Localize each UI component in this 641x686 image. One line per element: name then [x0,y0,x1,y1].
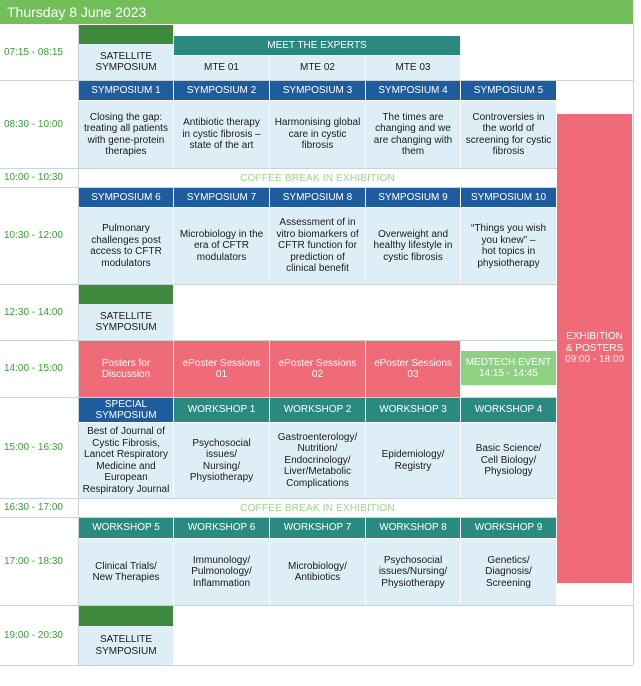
mte-session[interactable]: MTE 01 [174,56,269,80]
satellite-bar [79,606,173,626]
time-slot: 08:30 - 10:00 [4,118,63,130]
session-topic[interactable]: Clinical Trials/ New Therapies [79,539,173,605]
workshop-header: WORKSHOP 1 [174,398,269,422]
session-topic[interactable]: Assessment of in vitro biomarkers of CFTR function for prediction of clinical benefit [270,208,365,284]
workshop-header: WORKSHOP 8 [366,518,460,538]
meet-the-experts-header: MEET THE EXPERTS [174,36,460,55]
session-topic[interactable]: Psychosocial issues/Nursing/ Physiotherapy [366,539,460,605]
symposium-header: SYMPOSIUM 5 [461,81,556,100]
symposium-header: SYMPOSIUM 3 [270,81,365,100]
time-slot: 07:15 - 08:15 [4,46,63,58]
symposium-header: SYMPOSIUM 8 [270,188,365,207]
session-topic[interactable]: Pulmonary challenges post access to CFTR modulators [79,208,173,284]
time-slot: 17:00 - 18:30 [4,555,63,567]
medtech-event[interactable]: MEDTECH EVENT 14:15 - 14:45 [461,351,556,385]
exhibition-posters[interactable]: EXHIBITION & POSTERS 09:00 - 18:00 [557,114,632,583]
coffee-break: COFFEE BREAK IN EXHIBITION [240,502,395,514]
workshop-header: WORKSHOP 2 [270,398,365,422]
satellite-symposium[interactable]: SATELLITE SYMPOSIUM [79,304,173,340]
time-slot: 14:00 - 15:00 [4,363,63,374]
poster-session[interactable]: Posters for Discussion [79,341,173,397]
mte-session[interactable]: MTE 02 [270,56,365,80]
session-topic[interactable]: Epidemiology/ Registry [366,423,460,498]
time-slot: 16:30 - 17:00 [4,502,63,513]
session-topic[interactable]: Harmonising global care in cystic fibrosis [270,101,365,168]
satellite-bar [79,285,173,304]
mte-session[interactable]: MTE 03 [366,56,460,80]
poster-session[interactable]: ePoster Sessions 03 [366,341,460,397]
session-topic[interactable]: Closing the gap: treating all patients with gene-protein therapies [79,101,173,168]
session-topic[interactable]: “Things you wish you knew” – hot topics in physiotherapy [461,208,556,284]
symposium-header: SYMPOSIUM 1 [79,81,173,100]
satellite-bar [79,25,173,44]
satellite-symposium[interactable]: SATELLITE SYMPOSIUM [79,626,173,665]
time-slot: 15:00 - 16:30 [4,442,63,453]
workshop-header: WORKSHOP 5 [79,518,173,538]
session-topic[interactable]: Gastroenterology/ Nutrition/ Endocrinology/ Liver/Metabolic Complications [270,423,365,498]
symposium-header: SYMPOSIUM 4 [366,81,460,100]
time-slot: 19:00 - 20:30 [4,629,63,641]
session-topic[interactable]: Immunology/ Pulmonology/ Inflammation [174,539,269,605]
session-topic[interactable]: Overweight and healthy lifestyle in cystic fibrosis [366,208,460,284]
symposium-header: SYMPOSIUM 6 [79,188,173,207]
symposium-header: SYMPOSIUM 2 [174,81,269,100]
session-topic[interactable]: Psychosocial issues/ Nursing/ Physiotherapy [174,423,269,498]
session-topic[interactable]: Genetics/ Diagnosis/ Screening [461,539,556,605]
session-topic[interactable]: Microbiology/ Antibiotics [270,539,365,605]
special-symposium-header: SPECIAL SYMPOSIUM [79,398,173,422]
workshop-header: WORKSHOP 4 [461,398,556,422]
session-topic[interactable]: Microbiology in the era of CFTR modulators [174,208,269,284]
session-topic[interactable]: Basic Science/ Cell Biology/ Physiology [461,423,556,498]
symposium-header: SYMPOSIUM 7 [174,188,269,207]
workshop-header: WORKSHOP 6 [174,518,269,538]
satellite-symposium[interactable]: SATELLITE SYMPOSIUM [79,44,173,80]
workshop-header: WORKSHOP 3 [366,398,460,422]
page-title: Thursday 8 June 2023 [0,0,633,24]
symposium-header: SYMPOSIUM 9 [366,188,460,207]
poster-session[interactable]: ePoster Sessions 01 [174,341,269,397]
workshop-header: WORKSHOP 9 [461,518,556,538]
symposium-header: SYMPOSIUM 10 [461,188,556,207]
session-topic[interactable]: Best of Journal of Cystic Fibrosis, Lancet Respiratory Medicine and European Respiratory Journal [79,423,173,498]
time-slot: 12:30 - 14:00 [4,306,63,318]
coffee-break: COFFEE BREAK IN EXHIBITION [240,172,395,184]
time-slot: 10:00 - 10:30 [4,172,63,183]
time-slot: 10:30 - 12:00 [4,230,63,241]
session-topic[interactable]: Antibiotic therapy in cystic fibrosis – state of the art [174,101,269,168]
workshop-header: WORKSHOP 7 [270,518,365,538]
session-topic[interactable]: Controversies in the world of screening for cystic fibrosis [461,101,556,168]
poster-session[interactable]: ePoster Sessions 02 [270,341,365,397]
session-topic[interactable]: The times are changing and we are changing with them [366,101,460,168]
